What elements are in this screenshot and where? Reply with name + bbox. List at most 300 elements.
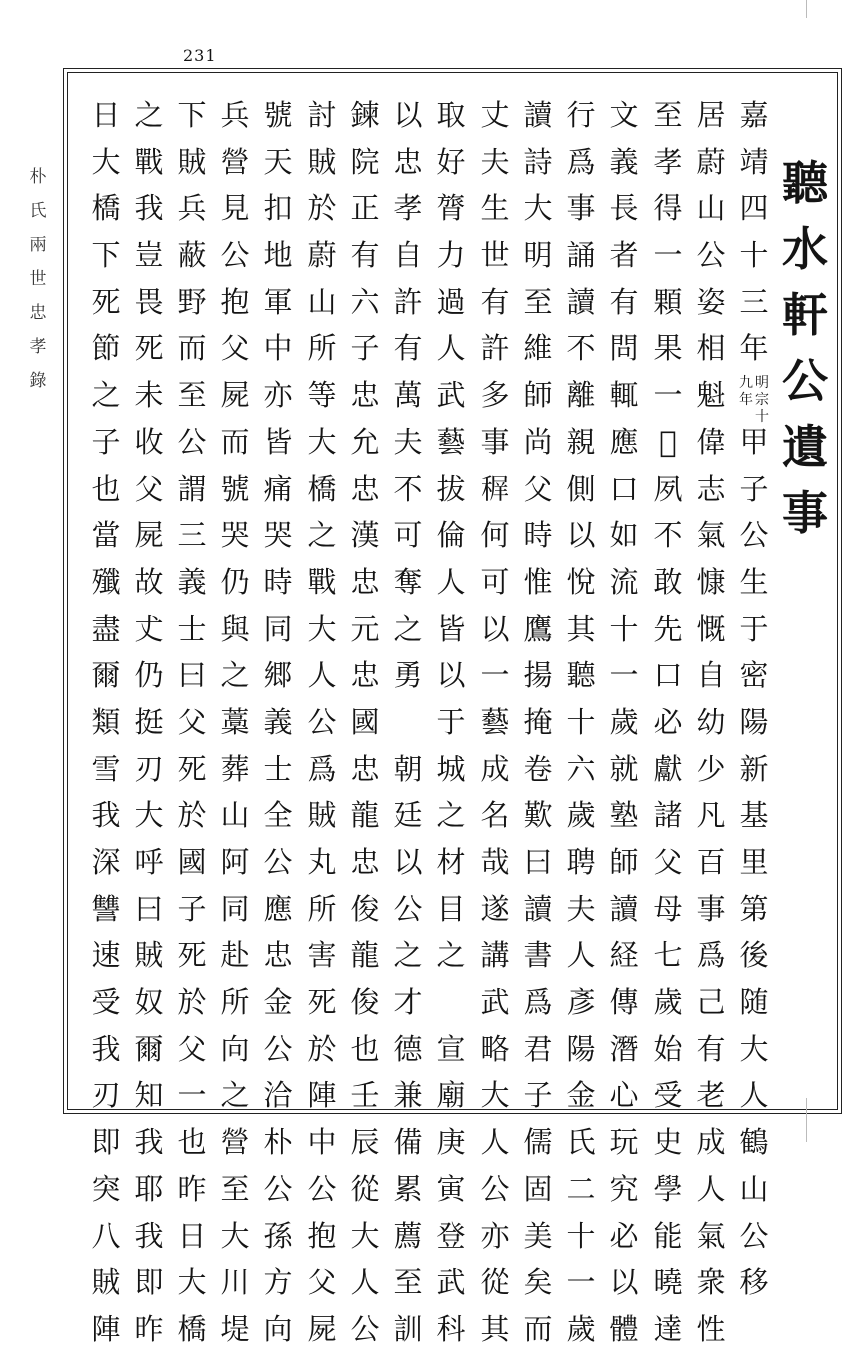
text-char: 十	[566, 704, 596, 739]
text-char: 大	[134, 798, 164, 833]
title-char: 遺	[782, 420, 828, 474]
text-char: 父	[653, 845, 683, 879]
text-char: 公	[307, 704, 337, 739]
text-char: 公	[350, 1311, 380, 1346]
text-char: 美	[523, 1218, 553, 1253]
text-char: 而	[177, 331, 207, 366]
text-char: 爾	[91, 658, 121, 693]
text-column	[431, 92, 471, 1353]
text-char: 橋	[177, 1311, 207, 1346]
text-char: 讀	[523, 891, 553, 926]
text-char: 山	[739, 1171, 769, 1206]
text-char: 受	[91, 985, 121, 1020]
text-char: 自	[696, 658, 726, 693]
text-char: 忠	[263, 938, 293, 973]
text-column	[86, 92, 126, 1353]
text-char: 長	[609, 191, 639, 226]
text-char: 城	[436, 751, 466, 786]
text-char: 我	[91, 1031, 121, 1066]
text-char: 武	[480, 985, 510, 1020]
text-char: 亦	[480, 1218, 510, 1253]
text-char: 文	[609, 98, 639, 132]
side-title-char: 孝	[29, 337, 47, 357]
text-char: 痛	[263, 471, 293, 506]
text-char: 至	[393, 1265, 423, 1300]
text-char: 者	[609, 238, 639, 273]
text-char: 子	[739, 471, 769, 506]
text-char: 哭	[263, 518, 293, 553]
text-char: 公	[480, 1171, 510, 1206]
text-char: 慷	[696, 564, 726, 599]
text-char: 一	[653, 238, 683, 273]
text-char: 忠	[350, 564, 380, 599]
text-char: 屍	[307, 1311, 337, 1346]
text-column	[215, 92, 255, 1353]
text-char: 其	[480, 1311, 510, 1346]
text-char: 讀	[523, 98, 553, 132]
text-char: 武	[436, 378, 466, 413]
text-char: 百	[696, 845, 726, 879]
text-char: 戰	[134, 144, 164, 179]
text-char: 大	[220, 1218, 250, 1253]
text-char: 十	[739, 238, 769, 273]
text-char: 十	[609, 611, 639, 646]
text-char: 鶴	[739, 1125, 769, 1160]
text-char: 人	[480, 1125, 510, 1160]
text-char: 以	[393, 845, 423, 879]
text-char: 同	[263, 611, 293, 646]
text-char: 衆	[696, 1265, 726, 1300]
text-char: 等	[307, 378, 337, 413]
text-char: 知	[134, 1078, 164, 1113]
side-title-char: 忠	[29, 303, 47, 323]
text-char: 𠀋	[134, 611, 164, 646]
text-char: 夫	[480, 144, 510, 179]
text-char: 正	[350, 191, 380, 226]
text-char: 節	[91, 331, 121, 366]
text-char: 賊	[177, 144, 207, 179]
text-char: 有	[480, 284, 510, 319]
text-char: 歲	[566, 798, 596, 833]
text-column	[518, 92, 558, 1353]
text-char: 以	[436, 658, 466, 693]
text-char: 丈	[480, 98, 510, 132]
text-char: 魁	[696, 378, 726, 413]
text-char: 時	[523, 518, 553, 553]
text-char: 見	[220, 191, 250, 226]
text-char: 爾	[134, 1031, 164, 1066]
text-char: 人	[436, 331, 466, 366]
text-char: 俊	[350, 891, 380, 926]
text-char: 野	[177, 284, 207, 319]
side-title-char: 世	[29, 269, 47, 289]
text-char: 藁	[220, 704, 250, 739]
text-char: 玩	[609, 1125, 639, 1160]
text-char: 於	[177, 985, 207, 1020]
text-char: 問	[609, 331, 639, 366]
text-char: 俊	[350, 985, 380, 1020]
text-char: 父	[523, 471, 553, 506]
text-char: 事	[696, 891, 726, 926]
text-char: 就	[609, 751, 639, 786]
text-char: 死	[307, 985, 337, 1020]
text-char: 殲	[91, 564, 121, 599]
text-char: 惟	[523, 564, 553, 599]
text-char: 金	[263, 985, 293, 1020]
text-char: 龍	[350, 938, 380, 973]
text-char: 未	[134, 378, 164, 413]
text-char: 鷹	[523, 611, 553, 646]
text-char: 氣	[696, 518, 726, 553]
text-char: 蔚	[307, 238, 337, 273]
text-char: 多	[480, 378, 510, 413]
text-char: 能	[653, 1218, 683, 1253]
text-char: 公	[177, 424, 207, 459]
text-char: 公	[696, 238, 726, 273]
text-char: 子	[523, 1078, 553, 1113]
text-char: 取	[436, 98, 466, 132]
text-char: 離	[566, 378, 596, 413]
text-char: 里	[739, 845, 769, 879]
text-char: 三	[177, 518, 207, 553]
text-char: 世	[480, 238, 510, 273]
text-char: 賊	[134, 938, 164, 973]
side-title-char: 朴	[29, 167, 47, 187]
text-char: 朝	[393, 751, 423, 786]
text-char: 有	[350, 238, 380, 273]
text-char: 性	[696, 1311, 726, 1346]
text-char: 討	[307, 98, 337, 132]
text-char: 歲	[609, 704, 639, 739]
side-title-char: 兩	[29, 235, 47, 255]
text-column	[648, 92, 688, 1353]
text-char: 以	[609, 1265, 639, 1300]
text-char: 師	[523, 378, 553, 413]
text-char: 從	[350, 1171, 380, 1206]
text-char: 掩	[523, 704, 553, 739]
text-char: 必	[609, 1218, 639, 1253]
text-char: 天	[263, 144, 293, 179]
text-char: 兵	[220, 98, 250, 132]
text-char: 讐	[91, 891, 121, 926]
text-char: 忠	[350, 378, 380, 413]
text-char: 親	[566, 424, 596, 459]
text-column	[345, 92, 385, 1353]
text-char: 以	[480, 611, 510, 646]
text-char: 夫	[393, 424, 423, 459]
text-char: 偉	[696, 424, 726, 459]
text-char: 至	[220, 1171, 250, 1206]
text-char: 至	[177, 378, 207, 413]
text-char: 也	[350, 1031, 380, 1066]
text-char: 可	[393, 518, 423, 553]
text-char: 死	[177, 751, 207, 786]
text-char: 事	[566, 191, 596, 226]
text-char: 有	[609, 284, 639, 319]
text-char: 二	[566, 1171, 596, 1206]
text-char: 日	[91, 98, 121, 132]
text-column	[604, 92, 644, 1353]
text-char: 曰	[134, 891, 164, 926]
text-char: 人	[350, 1265, 380, 1300]
text-char: 父	[220, 331, 250, 366]
text-char: 備	[393, 1125, 423, 1160]
text-char: 母	[653, 891, 683, 926]
text-char: 之	[436, 938, 466, 973]
text-char: 所	[307, 331, 337, 366]
text-char: 登	[436, 1218, 466, 1253]
text-char: 士	[263, 751, 293, 786]
text-char: 橋	[91, 191, 121, 226]
text-char: 我	[134, 191, 164, 226]
text-char: 爲	[523, 985, 553, 1020]
text-char: 廟	[436, 1078, 466, 1113]
text-char: 之	[393, 611, 423, 646]
text-char: 才	[393, 985, 423, 1020]
text-char: 死	[91, 284, 121, 319]
text-char: 第	[739, 891, 769, 926]
text-column	[129, 92, 169, 1353]
text-char: 中	[307, 1125, 337, 1160]
text-char: 德	[393, 1031, 423, 1066]
text-char: 賊	[307, 144, 337, 179]
text-char: 心	[609, 1078, 639, 1113]
text-char: 史	[653, 1125, 683, 1160]
text-char: 氣	[696, 1218, 726, 1253]
text-char: 公	[739, 1218, 769, 1253]
text-char: 至	[653, 98, 683, 132]
text-char: 膂	[436, 191, 466, 226]
text-char: 下	[91, 238, 121, 273]
text-char: 我	[134, 1218, 164, 1253]
text-char: 地	[263, 238, 293, 273]
note-char: 九	[739, 375, 753, 392]
text-char: 國	[350, 704, 380, 739]
text-char: 究	[609, 1171, 639, 1206]
text-char: 所	[220, 985, 250, 1020]
text-char: 志	[696, 471, 726, 506]
text-char: 陣	[91, 1311, 121, 1346]
text-char: 略	[480, 1031, 510, 1066]
text-char: 獻	[653, 751, 683, 786]
text-char: 扣	[263, 191, 293, 226]
note-line	[739, 372, 753, 419]
text-char: 之	[134, 98, 164, 132]
text-char: 忠	[350, 751, 380, 786]
text-char: 之	[220, 1078, 250, 1113]
text-char: 矣	[523, 1265, 553, 1300]
text-char: 號	[220, 471, 250, 506]
text-char: 大	[480, 1078, 510, 1113]
text-char: 公	[220, 238, 250, 273]
text-char: 随	[739, 985, 769, 1020]
text-char: 於	[307, 1031, 337, 1066]
text-char: 讀	[566, 284, 596, 319]
text-char: 書	[523, 938, 553, 973]
text-char: 藝	[480, 704, 510, 739]
text-char: 戰	[307, 564, 337, 599]
text-char: 許	[393, 284, 423, 319]
text-char: 聘	[566, 845, 596, 879]
text-char: 陣	[307, 1078, 337, 1113]
text-char: 公	[307, 1171, 337, 1206]
text-char: 父	[177, 704, 207, 739]
text-char: 萬	[393, 378, 423, 413]
text-char: 體	[609, 1311, 639, 1346]
note-char: 十	[755, 409, 769, 426]
text-char: 應	[609, 424, 639, 459]
note-line	[755, 372, 769, 426]
page-title	[776, 150, 834, 546]
text-char: 昨	[177, 1171, 207, 1206]
right-edge-line	[806, 0, 807, 18]
text-char	[431, 979, 471, 1026]
text-char: 堤	[220, 1311, 250, 1346]
text-char: 葬	[220, 751, 250, 786]
text-char: 維	[523, 331, 553, 366]
text-char: 以	[566, 518, 596, 553]
text-char: 向	[220, 1031, 250, 1066]
text-char: 屍	[134, 518, 164, 553]
text-char: 揚	[523, 658, 553, 693]
text-char: 三	[739, 284, 769, 319]
text-char: 軍	[263, 284, 293, 319]
text-char: 生	[480, 191, 510, 226]
text-char: 密	[739, 658, 769, 693]
text-char: 人	[739, 1078, 769, 1113]
text-char: 也	[91, 471, 121, 506]
text-char: 大	[177, 1265, 207, 1300]
text-char: 賊	[91, 1265, 121, 1300]
text-char: 速	[91, 938, 121, 973]
text-char: 忠	[350, 658, 380, 693]
text-char: 受	[653, 1078, 683, 1113]
text-char: 方	[263, 1265, 293, 1300]
text-char: 收	[134, 424, 164, 459]
text-char: 壬	[350, 1078, 380, 1113]
text-char: 營	[220, 1125, 250, 1160]
text-char: 輒	[609, 378, 639, 413]
text-char: 耶	[134, 1171, 164, 1206]
text-char: 武	[436, 1265, 466, 1300]
text-char: 畏	[134, 284, 164, 319]
text-char: 義	[609, 144, 639, 179]
text-char: 一	[177, 1078, 207, 1113]
text-char: 明	[523, 238, 553, 273]
text-char: 山	[220, 798, 250, 833]
text-char: 抱	[220, 284, 250, 319]
text-char: 死	[177, 938, 207, 973]
text-char: 一	[480, 658, 510, 693]
text-char: 呼	[134, 845, 164, 879]
text-char: 突	[91, 1171, 121, 1206]
text-char: 豈	[134, 238, 164, 273]
text-char: 院	[350, 144, 380, 179]
text-char: 過	[436, 284, 466, 319]
text-column	[561, 92, 601, 1353]
side-title-char: 錄	[29, 371, 47, 391]
text-char: 大	[91, 144, 121, 179]
text-char: 我	[134, 1125, 164, 1160]
text-char: 奴	[134, 985, 164, 1020]
text-char: 目	[436, 891, 466, 926]
text-char: 謂	[177, 471, 207, 506]
text-char: 義	[177, 564, 207, 599]
text-char: 漢	[350, 518, 380, 553]
text-char: 薦	[393, 1218, 423, 1253]
text-char: 敢	[653, 564, 683, 599]
note-char: 宗	[755, 392, 769, 409]
text-char: 聽	[566, 658, 596, 693]
text-char: 曉	[653, 1265, 683, 1300]
text-char: 哭	[220, 518, 250, 553]
text-char: 一	[653, 378, 683, 413]
text-char: 盡	[91, 611, 121, 646]
text-char: 仍	[134, 658, 164, 693]
text-char: 必	[653, 704, 683, 739]
text-char: 後	[739, 938, 769, 973]
text-char: 一	[566, 1265, 596, 1300]
text-char: 遂	[480, 891, 510, 926]
text-char: 全	[263, 798, 293, 833]
title-char: 軒	[782, 288, 828, 342]
text-char: 訓	[393, 1311, 423, 1346]
text-char: 廷	[393, 798, 423, 833]
text-char: 昨	[134, 1311, 164, 1346]
text-char: 一	[609, 658, 639, 693]
text-char: 郷	[263, 658, 293, 693]
text-char: 不	[653, 518, 683, 553]
text-char: 居	[696, 98, 726, 132]
text-char: 於	[307, 191, 337, 226]
text-char: 卷	[523, 751, 553, 786]
text-char: 以	[393, 98, 423, 132]
text-char: 七	[653, 938, 683, 973]
text-char: 経	[609, 938, 639, 973]
text-char: 儒	[523, 1125, 553, 1160]
interlinear-note	[734, 372, 774, 426]
text-char: 深	[91, 845, 121, 879]
text-char: 公	[263, 845, 293, 879]
text-char: 大	[307, 611, 337, 646]
text-char: 之	[91, 378, 121, 413]
text-char: 朴	[263, 1125, 293, 1160]
text-char: 尚	[523, 424, 553, 459]
text-char: 大	[307, 424, 337, 459]
text-char: 屍	[220, 378, 250, 413]
text-char: 爲	[696, 938, 726, 973]
text-char: 固	[523, 1171, 553, 1206]
text-char: 十	[566, 1218, 596, 1253]
text-char: 許	[480, 331, 510, 366]
text-char: 而	[523, 1311, 553, 1346]
text-char: 𥠧	[480, 471, 510, 506]
text-char: 寅	[436, 1171, 466, 1206]
text-char: 孫	[263, 1218, 293, 1253]
text-char: 自	[393, 238, 423, 273]
text-char: 營	[220, 144, 250, 179]
text-char: 成	[696, 1125, 726, 1160]
text-char: 氏	[566, 1125, 596, 1160]
text-char: 力	[436, 238, 466, 273]
text-char: 新	[739, 751, 769, 786]
text-char: 之	[307, 518, 337, 553]
text-char: 幼	[696, 704, 726, 739]
text-char: 害	[307, 938, 337, 973]
text-char: 允	[350, 424, 380, 459]
text-char: 材	[436, 845, 466, 879]
text-char: 塾	[609, 798, 639, 833]
